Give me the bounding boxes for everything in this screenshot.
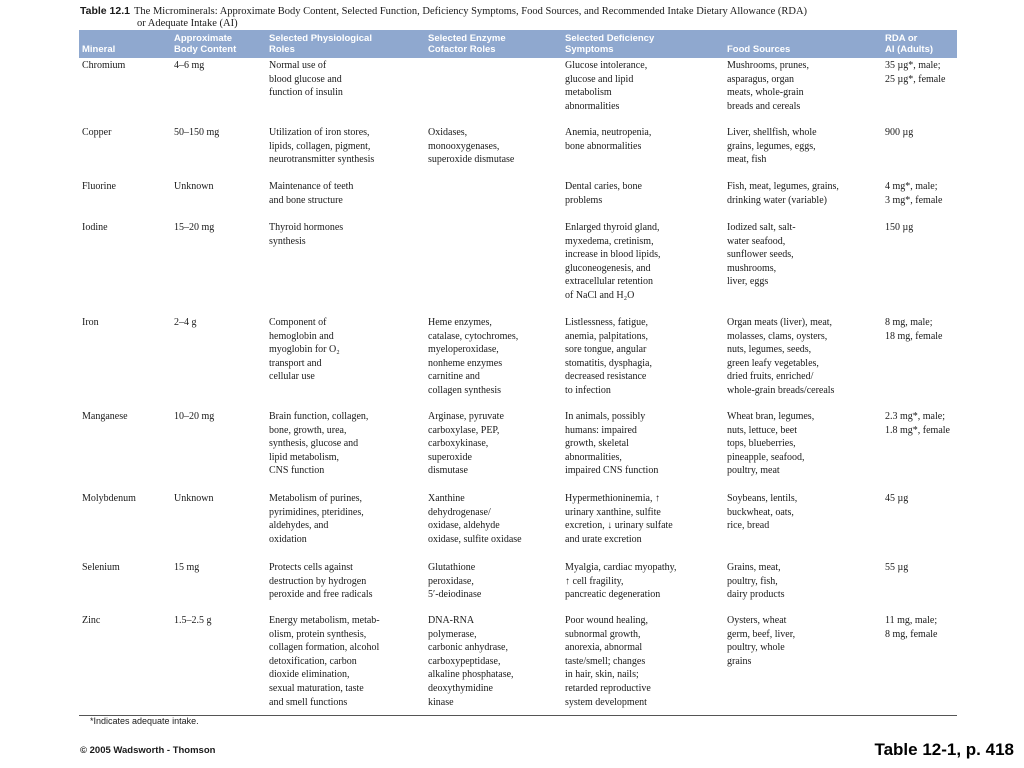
cell-line: gluconeogenesis, and [565, 262, 651, 274]
cell-line: nuts, legumes, seeds, [727, 344, 812, 356]
cell-line: taste/smell; changes [565, 655, 646, 667]
cell-line: 45 µg [885, 493, 909, 504]
cell-line: stomatitis, dysphagia, [565, 357, 652, 369]
cell-deficiency [565, 126, 651, 153]
header-content-line: Approximate [174, 33, 233, 44]
cell-line: Protects cells against [269, 562, 353, 573]
cell-line: 15 mg [174, 562, 200, 573]
cell-line: abnormalities [565, 100, 620, 112]
cell-enzyme [428, 614, 514, 709]
cell-line: oxidation [269, 533, 307, 545]
cell-line: polymerase, [428, 628, 477, 640]
cell-line: 5′-deiodinase [428, 589, 482, 601]
cell-mineral [82, 180, 116, 194]
cell-line: and urate excretion [565, 533, 642, 545]
cell-mineral [82, 614, 100, 628]
cell-line: Heme enzymes, [428, 317, 492, 328]
copyright-notice: © 2005 Wadsworth - Thomson [80, 745, 216, 756]
cell-rda [885, 492, 908, 506]
cell-line: Grains, meat, [727, 562, 781, 573]
header-mineral [82, 30, 115, 58]
cell-line: dehydrogenase/ [428, 506, 491, 518]
cell-line: dismutase [428, 465, 468, 477]
cell-line: Unknown [174, 181, 214, 192]
cell-line: dried fruits, enriched/ [727, 371, 814, 383]
header-deficiency [565, 30, 654, 58]
cell-line: sunflower seeds, [727, 249, 794, 261]
table-label: Table 12.1 [80, 5, 130, 17]
cell-line: Anemia, neutropenia, [565, 127, 652, 138]
header-roles [269, 30, 372, 58]
cell-line: poultry, meat [727, 465, 780, 477]
cell-line: extracellular retention [565, 276, 654, 288]
cell-line: problems [565, 194, 603, 206]
header-roles-line: Roles [269, 44, 295, 55]
cell-line: collagen synthesis [428, 384, 502, 396]
cell-line: Hypermethioninemia, ↑ [565, 493, 660, 504]
cell-line: 8 mg, female [885, 628, 938, 640]
cell-content [174, 316, 197, 330]
cell-line: myxedema, cretinism, [565, 235, 654, 247]
cell-line: buckwheat, oats, [727, 506, 794, 518]
cell-line: growth, skeletal [565, 438, 629, 450]
cell-line: dioxide elimination, [269, 669, 350, 681]
cell-deficiency [565, 614, 651, 709]
cell-line: 2.3 mg*, male; [885, 411, 945, 422]
cell-line: pancreatic degeneration [565, 589, 661, 601]
cell-food [727, 126, 817, 167]
cell-line: Manganese [82, 411, 128, 422]
cell-line: Molybdenum [82, 493, 136, 504]
cell-line: 35 µg*, male; [885, 60, 941, 71]
cell-line: Energy metabolism, metab- [269, 615, 380, 626]
cell-line: rice, bread [727, 520, 770, 532]
cell-line: to infection [565, 384, 611, 396]
cell-line: pyrimidines, pteridines, [269, 506, 364, 518]
cell-line: poultry, fish, [727, 575, 778, 587]
cell-line: 50–150 mg [174, 127, 220, 138]
cell-food [727, 492, 797, 533]
header-content-line: Body Content [174, 44, 237, 55]
cell-line: Unknown [174, 493, 214, 504]
cell-food [727, 561, 785, 602]
cell-line: 1.5–2.5 g [174, 615, 212, 626]
cell-line: cellular use [269, 371, 315, 383]
cell-rda [885, 126, 913, 140]
cell-line: 1.8 mg*, female [885, 424, 950, 436]
cell-line: hemoglobin and [269, 330, 334, 342]
header-rda-line: AI (Adults) [885, 44, 934, 55]
cell-line: nuts, lettuce, beet [727, 424, 797, 436]
cell-line: Fluorine [82, 181, 116, 192]
cell-rda [885, 561, 908, 575]
cell-rda [885, 59, 945, 86]
cell-line: Dental caries, bone [565, 181, 642, 192]
cell-line: 900 µg [885, 127, 914, 138]
cell-line: Utilization of iron stores, [269, 127, 370, 138]
cell-line: alkaline phosphatase, [428, 669, 514, 681]
cell-line: myeloperoxidase, [428, 344, 499, 356]
cell-line: Copper [82, 127, 112, 138]
cell-line: grains [727, 655, 752, 667]
cell-line: myoglobin for O₂ [269, 344, 340, 356]
cell-line: excretion, ↓ urinary sulfate [565, 520, 673, 532]
cell-food [727, 180, 839, 207]
cell-line: humans: impaired [565, 424, 637, 436]
cell-line: Iron [82, 317, 99, 328]
cell-line: 2–4 g [174, 317, 197, 328]
cell-deficiency [565, 59, 647, 113]
cell-line: 4 mg*, male; [885, 181, 938, 192]
cell-line: breads and cereals [727, 100, 801, 112]
cell-mineral [82, 126, 111, 140]
cell-rda [885, 614, 937, 641]
cell-line: carbonic anhydrase, [428, 642, 508, 654]
cell-deficiency [565, 316, 652, 398]
cell-line: glucose and lipid [565, 73, 634, 85]
cell-line: anorexia, abnormal [565, 642, 643, 654]
cell-line: bone, growth, urea, [269, 424, 347, 436]
cell-line: germ, beef, liver, [727, 628, 796, 640]
cell-line: carnitine and [428, 371, 480, 383]
cell-line: retarded reproductive [565, 682, 651, 694]
header-roles-line: Selected Physiological [269, 33, 372, 44]
cell-content [174, 492, 213, 506]
cell-enzyme [428, 561, 481, 602]
cell-line: Listlessness, fatigue, [565, 317, 649, 328]
header-enzyme-line: Selected Enzyme [428, 33, 506, 44]
header-content [174, 30, 236, 58]
cell-line: nonheme enzymes [428, 357, 503, 369]
cell-mineral [82, 492, 136, 506]
cell-line: 10–20 mg [174, 411, 215, 422]
cell-line: bone abnormalities [565, 140, 642, 152]
cell-line: Iodized salt, salt- [727, 222, 796, 233]
cell-line: 55 µg [885, 562, 909, 573]
cell-line: Xanthine [428, 493, 465, 504]
cell-content [174, 410, 214, 424]
cell-line: Soybeans, lentils, [727, 493, 798, 504]
cell-line: pineapple, seafood, [727, 451, 805, 463]
cell-line: aldehydes, and [269, 520, 329, 532]
cell-line: dairy products [727, 589, 785, 601]
cell-line: impaired CNS function [565, 465, 659, 477]
cell-rda [885, 180, 942, 207]
cell-line: catalase, cytochromes, [428, 330, 519, 342]
cell-line: synthesis [269, 235, 306, 247]
header-rda [885, 30, 933, 58]
header-deficiency-line: Selected Deficiency [565, 33, 655, 44]
cell-content [174, 180, 213, 194]
cell-line: peroxidase, [428, 575, 474, 587]
cell-line: collagen formation, alcohol [269, 642, 380, 654]
cell-line: superoxide dismutase [428, 154, 515, 166]
cell-mineral [82, 59, 125, 73]
cell-line: Glutathione [428, 562, 476, 573]
cell-roles [269, 492, 364, 546]
cell-line: tops, blueberries, [727, 438, 796, 450]
cell-line: Glucose intolerance, [565, 60, 648, 71]
cell-line: detoxification, carbon [269, 655, 357, 667]
cell-content [174, 561, 199, 575]
cell-content [174, 59, 204, 73]
cell-line: Zinc [82, 615, 101, 626]
cell-line: in hair, skin, nails; [565, 669, 639, 681]
cell-line: and bone structure [269, 194, 343, 206]
cell-line: sore tongue, angular [565, 344, 647, 356]
cell-line: Metabolism of purines, [269, 493, 363, 504]
cell-line: decreased resistance [565, 371, 647, 383]
cell-line: Maintenance of teeth [269, 181, 354, 192]
header-deficiency-line: Symptoms [565, 44, 614, 55]
cell-rda [885, 316, 942, 343]
cell-food [727, 221, 796, 289]
cell-line: Organ meats (liver), meat, [727, 317, 833, 328]
cell-line: lipids, collagen, pigment, [269, 140, 371, 152]
cell-line: mushrooms, [727, 262, 777, 274]
header-rda-line: RDA or [885, 33, 918, 44]
cell-line: carboxykinase, [428, 438, 489, 450]
cell-mineral [82, 410, 128, 424]
cell-deficiency [565, 221, 661, 303]
table-bottom-rule [79, 715, 957, 716]
cell-line: monooxygenases, [428, 140, 500, 152]
caption-line-2: or Adequate Intake (AI) [137, 18, 238, 29]
cell-line: Thyroid hormones [269, 222, 344, 233]
cell-line: oxidase, sulfite oxidase [428, 533, 522, 545]
cell-line: anemia, palpitations, [565, 330, 649, 342]
cell-line: urinary xanthine, sulfite [565, 506, 661, 518]
cell-line: CNS function [269, 465, 325, 477]
cell-line: grains, legumes, eggs, [727, 140, 816, 152]
cell-line: Mushrooms, prunes, [727, 60, 809, 71]
cell-line: superoxide [428, 451, 472, 463]
cell-line: sexual maturation, taste [269, 682, 364, 694]
cell-enzyme [428, 410, 504, 478]
table-header [79, 30, 957, 58]
cell-content [174, 221, 214, 235]
cell-line: kinase [428, 696, 454, 708]
caption-line-1: The Microminerals: Approximate Body Content, Selected Function, Deficiency Symptoms, Food Sources, and Recommended Intake Dietary Allowance (RDA) [134, 6, 808, 17]
cell-enzyme [428, 316, 518, 398]
cell-line: carboxylase, PEP, [428, 424, 500, 436]
cell-line: subnormal growth, [565, 628, 641, 640]
cell-line: and smell functions [269, 696, 348, 708]
cell-roles [269, 614, 380, 709]
cell-line: Iodine [82, 222, 108, 233]
cell-line: function of insulin [269, 87, 343, 99]
cell-line: whole-grain breads/cereals [727, 384, 835, 396]
cell-food [727, 316, 834, 398]
cell-roles [269, 221, 343, 248]
cell-line: 11 mg, male; [885, 615, 938, 626]
cell-line: In animals, possibly [565, 411, 646, 422]
cell-line: deoxythymidine [428, 682, 493, 694]
cell-line: Oysters, wheat [727, 615, 787, 626]
cell-line: lipid metabolism, [269, 451, 339, 463]
cell-line: neurotransmitter synthesis [269, 154, 375, 166]
cell-roles [269, 316, 340, 384]
cell-roles [269, 180, 353, 207]
cell-deficiency [565, 410, 658, 478]
cell-line: Chromium [82, 60, 126, 71]
cell-line: olism, protein synthesis, [269, 628, 367, 640]
cell-line: Enlarged thyroid gland, [565, 222, 660, 233]
cell-line: liver, eggs [727, 276, 769, 288]
cell-line: Normal use of [269, 60, 327, 71]
cell-line: molasses, clams, oysters, [727, 330, 828, 342]
cell-line: system development [565, 696, 647, 708]
cell-food [727, 59, 809, 113]
cell-line: drinking water (variable) [727, 194, 827, 206]
cell-rda [885, 410, 950, 437]
cell-mineral [82, 561, 120, 575]
cell-line: abnormalities, [565, 451, 622, 463]
cell-line: poultry, whole [727, 642, 785, 654]
cell-line: DNA-RNA [428, 615, 475, 626]
cell-line: of NaCl and H₂O [565, 289, 635, 301]
cell-line: meat, fish [727, 154, 767, 166]
cell-mineral [82, 316, 99, 330]
cell-roles [269, 126, 374, 167]
header-enzyme-line: Cofactor Roles [428, 44, 496, 55]
page-reference: Table 12-1, p. 418 [874, 740, 1014, 759]
cell-line: destruction by hydrogen [269, 575, 367, 587]
cell-rda [885, 221, 913, 235]
cell-enzyme [428, 126, 514, 167]
cell-line: green leafy vegetables, [727, 357, 819, 369]
cell-deficiency [565, 492, 673, 546]
table-caption [80, 5, 960, 30]
cell-line: peroxide and free radicals [269, 589, 373, 601]
cell-line: Poor wound healing, [565, 615, 649, 626]
cell-line: ↑ cell fragility, [565, 575, 624, 587]
cell-mineral [82, 221, 108, 235]
cell-line: increase in blood lipids, [565, 249, 661, 261]
cell-line: Selenium [82, 562, 120, 573]
cell-line: asparagus, organ [727, 73, 795, 85]
cell-line: Myalgia, cardiac myopathy, [565, 562, 677, 573]
cell-line: 15–20 mg [174, 222, 215, 233]
cell-roles [269, 59, 343, 100]
cell-enzyme [428, 492, 522, 546]
cell-deficiency [565, 180, 642, 207]
cell-content [174, 614, 212, 628]
cell-line: synthesis, glucose and [269, 438, 359, 450]
cell-line: water seafood, [727, 235, 786, 247]
cell-line: blood glucose and [269, 73, 342, 85]
cell-line: 25 µg*, female [885, 73, 946, 85]
header-mineral-line: Mineral [82, 44, 116, 55]
cell-line: Brain function, collagen, [269, 411, 369, 422]
cell-line: 150 µg [885, 222, 914, 233]
cell-line: 8 mg, male; [885, 317, 933, 328]
cell-line: 4–6 mg [174, 60, 205, 71]
cell-food [727, 410, 814, 478]
cell-content [174, 126, 219, 140]
cell-roles [269, 561, 373, 602]
header-enzyme [428, 30, 506, 58]
cell-line: Component of [269, 317, 327, 328]
header-food-line: Food Sources [727, 44, 791, 55]
cell-line: carboxypeptidase, [428, 655, 501, 667]
cell-line: 18 mg, female [885, 330, 943, 342]
header-food [727, 30, 790, 58]
cell-roles [269, 410, 368, 478]
cell-line: Liver, shellfish, whole [727, 127, 817, 138]
cell-deficiency [565, 561, 677, 602]
table-footnote: *Indicates adequate intake. [90, 716, 199, 726]
cell-line: Wheat bran, legumes, [727, 411, 815, 422]
cell-line: Oxidases, [428, 127, 468, 138]
cell-line: oxidase, aldehyde [428, 520, 500, 532]
cell-line: meats, whole-grain [727, 87, 804, 99]
cell-line: Arginase, pyruvate [428, 411, 504, 422]
cell-line: Fish, meat, legumes, grains, [727, 181, 839, 192]
cell-line: transport and [269, 357, 322, 369]
cell-line: metabolism [565, 87, 612, 99]
cell-food [727, 614, 795, 668]
cell-line: 3 mg*, female [885, 194, 943, 206]
